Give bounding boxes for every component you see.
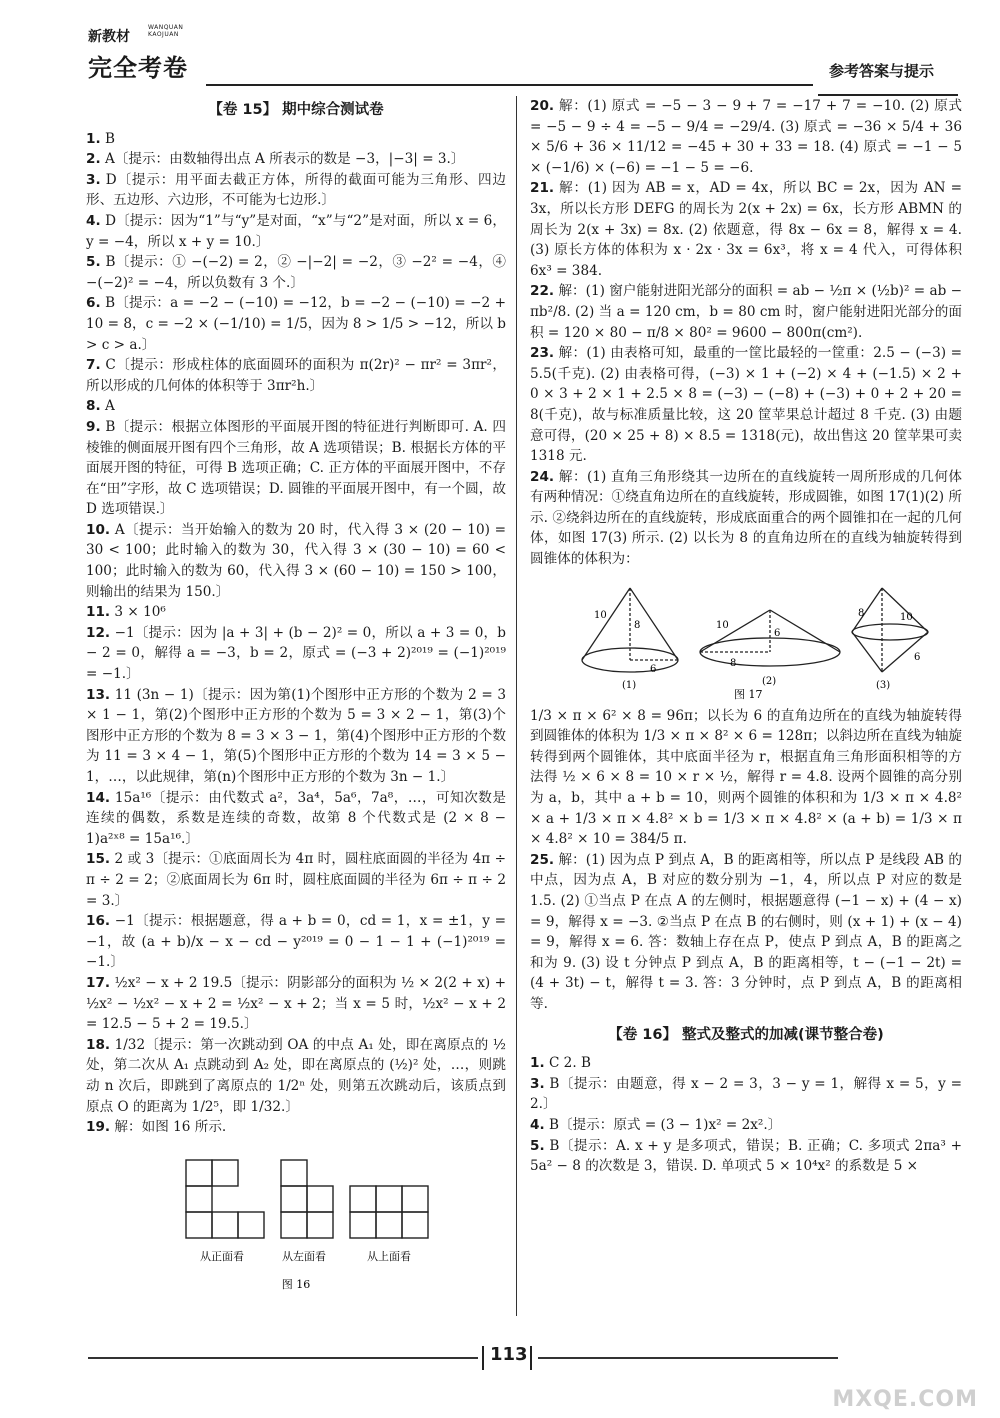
answer-text: A〔提示：由数轴得出点 A 所表示的数是 −3，|−3| = 3.〕 [104, 151, 465, 168]
fig17-3-leg8: 8 [858, 607, 865, 619]
section-title-15: 【卷 15】 期中综合测试卷 [208, 102, 384, 118]
answer-text: 解：(1) 因为 AB = x，AD = 4x，所以 BC = 2x，因为 AN = 3x，所以长方形 DEFG 的周长为 2(x + 2x) = 6x，长方形 ABMN 的周长为 2(x + 3x) = 8x. (2) 依题意，得 8x − 6x = 8，解得 x = 4. (3) 原长方体的体积为 x · 2x · 3x = 6x³，将 x = 4 代入，可得体积 6x³ = 384. [530, 180, 962, 279]
answer-item [530, 281, 962, 343]
answer-number: 4. [86, 212, 101, 229]
answer-number: 6. [86, 295, 101, 312]
answer-text: A〔提示：当开始输入的数为 20 时，代入得 3 × (20 − 10) = 30 < 100；此时输入的数为 30，代入得 3 × (30 − 10) = 60 < 100；此时输入的数为 60，代入得 3 × (60 − 10) = 150 > 100，则输出的结果为 150.〕 [86, 521, 507, 600]
answer-number: 15. [86, 851, 111, 868]
answer-text: B〔提示：由题意，得 x − 2 = 3，3 − y = 1，解得 x = 5，y = 2.〕 [530, 1075, 962, 1113]
footer-rule-left [88, 1357, 478, 1359]
answer-item [86, 849, 506, 911]
answer-number: 23. [530, 345, 555, 362]
fig16-caption: 图 16 [281, 1277, 311, 1291]
answer-text: −1〔提示：因为 |a + 3| + (b − 2)² = 0，所以 a + 3 = 0，b − 2 = 0，解得 a = −3，b = 2，原式 = (−3 + 2)²⁰¹⁹ = (−1)²⁰¹⁹ = −1.〕 [86, 624, 506, 683]
answer-number: 2. [86, 151, 101, 168]
fig17-2-height: 6 [774, 627, 781, 639]
footer-rule-right [538, 1357, 838, 1359]
answer-item [86, 149, 506, 170]
figure-16 [86, 1148, 506, 1298]
answer-item [86, 1117, 506, 1138]
left-column [86, 96, 506, 1304]
answer-number: 5. [530, 1137, 545, 1154]
answer-number: 11. [86, 604, 111, 621]
answer-item [86, 417, 506, 520]
answer-text: 1/3 × π × 6² × 8 = 96π；以长为 6 的直角边所在的直线为轴旋转得到圆锥体的体积为 1/3 × π × 8² × 6 = 128π；以斜边所在直线为轴旋转得到两个圆锥体，其中底面半径为 r，根据直角三角形面积相等的方法得 ½ × 6 × 8 = 10 × r × ½，解得 r = 4.8. 设两个圆锥的高分别为 a，b，其中 a + b = 10，则两个圆锥的体积和为 1/3 × π × 4.8² × a + 1/3 × π × 4.8² × b = 1/3 × π × 4.8² × (a + b) = 1/3 × π × 4.8² × 10 = 384/5 π. [530, 707, 962, 848]
answer-item [86, 520, 506, 602]
fig17-caption: 图 17 [734, 687, 763, 700]
answer-number: 8. [86, 398, 101, 415]
answer-text: D〔提示：用平面去截正方体，所得的截面可能为三角形、四边形、五边形、六边形，不可能为七边形.〕 [86, 171, 506, 209]
page-number-bar-right [530, 1346, 532, 1370]
brand-logo-text: 完全考卷 [88, 54, 188, 82]
section-title-16: 【卷 16】 整式及整式的加减(课节整合卷) [608, 1026, 884, 1043]
answer-text: 解：(1) 因为点 P 到点 A，B 的距离相等，所以点 P 是线段 AB 的中点，因为点 A，B 对应的数分别为 −1，4，所以点 P 对应的数是 1.5. (2) ①当点 P 在点 A 的左侧时，根据题意得 (−1 − x) + (4 − x) = 9，解得 x = −3. ②当点 P 在点 B 的右侧时，则 (x + 1) + (x − 4) = 9，解得 x = 6. 答：数轴上存在点 P，使点 P 到点 A，B 的距离之和为 9. (3) 设 t 分钟点 P 到点 A，B 的距离相等，t − (−1 − 2t) = (4 + 3t) − t，解得 t = 3. 答：3 分钟时，点 P 到点 A，B 的距离相等. [530, 851, 962, 1012]
answer-item [86, 685, 506, 788]
answer-item [530, 850, 962, 1015]
answer-list-right-a [530, 96, 962, 570]
answer-item [530, 1136, 962, 1177]
answer-number: 22. [530, 283, 555, 300]
answer-item [86, 1035, 506, 1117]
fig17-1-radius: 6 [650, 663, 657, 675]
right-column [530, 96, 962, 1177]
answer-item [86, 170, 506, 211]
figure-16-drawing [86, 1148, 506, 1298]
answer-number: 20. [530, 98, 555, 114]
fig17-1-height: 8 [634, 619, 641, 631]
fig17-3-hyp: 10 [900, 611, 913, 623]
answer-number: 1. [530, 1055, 545, 1072]
answer-item [86, 355, 506, 396]
column-divider [516, 96, 517, 1316]
answer-item [530, 706, 962, 850]
answer-list-right-c [530, 1053, 962, 1177]
figure-17-drawing [530, 580, 962, 700]
answer-text: 解：(1) 直角三角形绕其一边所在的直线旋转一周所形成的几何体有两种情况：①绕直角边所在的直线旋转，形成圆锥，如图 17(1)(2) 所示. ②绕斜边所在的直线旋转，形成底面重合的两个圆锥扣在一起的几何体，如图 17(3) 所示. (2) 以长为 8 的直角边所在的直线为轴旋转得到圆锥体的体积为： [530, 468, 963, 568]
page-number: 113 [490, 1344, 528, 1365]
brand-pinyin: WANQUAN KAOJUAN [148, 24, 184, 38]
fig17-sub-2: (2) [762, 675, 777, 687]
answer-number: 17. [86, 974, 111, 991]
page-number-bar-left [482, 1346, 484, 1370]
answer-list-right-b [530, 706, 962, 1015]
answer-number: 25. [530, 851, 555, 868]
answer-text: 3 × 10⁶ [114, 604, 166, 621]
answer-text: B〔提示：a = −2 − (−10) = −12，b = −2 − (−10) = −2 + 10 = 8，c = −2 × (−1/10) = 1/5，因为 8 > 1/5 > −12，所以 b > c > a.〕 [86, 295, 506, 353]
answer-text: ½x² − x + 2 19.5〔提示：阴影部分的面积为 ½ × 2(2 + x) + ½x² − ½x² − x + 2 = ½x² − x + 2；当 x = 5 时，½x² − x + 2 = 12.5 − 5 + 2 = 19.5.〕 [86, 974, 506, 1033]
answer-list-left [86, 129, 506, 1138]
answer-item [86, 396, 506, 417]
figure-17 [530, 580, 962, 700]
answer-number: 10. [86, 521, 111, 538]
answer-item [86, 211, 506, 252]
answer-number: 13. [86, 686, 111, 703]
header-rule [206, 84, 813, 86]
answer-text: 15a¹⁶〔提示：由代数式 a²，3a⁴，5a⁶，7a⁸，…，可知次数是连续的偶数，系数是连续的奇数，故第 8 个代数式是 (2 × 8 − 1)a²ˣ⁸ = 15a¹⁶.〕 [86, 789, 506, 847]
answer-item [86, 293, 506, 355]
answer-item [530, 1074, 962, 1115]
answer-text: B〔提示：根据立体图形的平面展开图的特征进行判断即可. A. 四棱锥的侧面展开图有四个三角形，故 A 选项错误；B. 根据长方体的平面展开图的特征，可得 B 选项正确；C. 正方体的平面展开图中，不存在“田”字形，故 C 选项错误；D. 圆锥的平面展开图中，有一个圆，故 D 选项错误.〕 [86, 418, 506, 518]
answer-text: B〔提示：A. x + y 是多项式，错误；B. 正确；C. 多项式 2πa³ + 5a² − 8 的次数是 3，错误. D. 单项式 5 × 10⁴x² 的系数是 5 × [530, 1137, 962, 1175]
answer-item [86, 623, 506, 685]
answer-item [530, 1053, 962, 1074]
answer-number: 3. [530, 1075, 545, 1092]
answer-item [530, 343, 962, 467]
answer-number: 4. [530, 1116, 545, 1133]
answer-number: 16. [86, 913, 111, 930]
answer-text: 解：(1) 原式 = −5 − 3 − 9 + 7 = −17 + 7 = −10. (2) 原式 = −5 − 9 ÷ 4 = −5 − 9/4 = −29/4. (3) 原式 = −36 × 5/4 + 36 × 5/6 + 36 × 11/12 = −45 + 30 + 33 = 18. (4) 原式 = −1 − 5 × (−1/6) × (−6) = −1 − 5 = −6. [530, 98, 962, 176]
answer-item [86, 252, 506, 293]
answer-number: 5. [86, 254, 101, 271]
answer-text: C〔提示：形成柱体的底面圆环的面积为 π(2r)² − πr² = 3πr²，所以形成的几何体的体积等于 3πr²h.〕 [86, 357, 506, 394]
fig16-label-top: 从上面看 [367, 1249, 411, 1263]
page-header [88, 20, 958, 80]
watermark-logo [794, 1316, 984, 1412]
answer-item [530, 1115, 962, 1136]
answer-item [86, 129, 506, 150]
fig17-3-leg6: 6 [914, 651, 921, 663]
answer-number: 19. [86, 1119, 111, 1136]
answer-item [530, 178, 962, 281]
answer-item [86, 973, 506, 1035]
answer-text: 解：(1) 窗户能射进阳光部分的面积 = ab − ½π × (½b)² = ab − πb²/8. (2) 当 a = 120 cm，b = 80 cm 时，窗户能射进阳光部分的面积 = 120 × 80 − π/8 × 80² = 9600 − 800π(cm²). [530, 283, 963, 341]
answer-text: 解：(1) 由表格可知，最重的一筐比最轻的一筐重：2.5 − (−3) = 5.5(千克). (2) 由表格可得，(−3) × 1 + (−2) × 4 + (−1.5) × 2 + 0 × 3 + 2 × 1 + 2.5 × 8 = (−3) − (−8) + (−3) + 0 + 2 + 20 = 8(千克)，故与标准质量比较，这 20 筐苹果总计超过 8 千克. (3) 由题意可得，(20 × 25 + 8) × 8.5 = 1318(元)，故出售这 20 筐苹果可卖 1318 元. [530, 345, 962, 465]
answer-text: C 2. B [548, 1055, 591, 1072]
answer-text: B〔提示：原式 = (3 − 1)x² = 2x².〕 [548, 1116, 782, 1133]
answer-number: 24. [530, 468, 555, 485]
answer-number: 21. [530, 180, 555, 197]
fig17-sub-3: (3) [876, 679, 891, 691]
fig16-label-left: 从左面看 [282, 1249, 326, 1263]
answer-number: 14. [86, 789, 111, 806]
answer-item [530, 467, 962, 570]
fig17-sub-1: (1) [622, 679, 637, 691]
answer-number: 3. [86, 171, 101, 188]
answer-text: −1〔提示：根据题意，得 a + b = 0，cd = 1，x = ±1，y = −1，故 (a + b)/x − x − cd − y²⁰¹⁹ = 0 − 1 − 1 + (−1)²⁰¹⁹ = −1.〕 [86, 913, 506, 971]
answer-item [86, 788, 506, 850]
answer-number: 1. [86, 130, 101, 147]
answer-number: 18. [86, 1036, 111, 1053]
header-section-title: 参考答案与提示 [828, 62, 934, 80]
answer-text: 2 或 3〔提示：①底面周长为 4π 时，圆柱底面圆的半径为 4π ÷ π ÷ 2 = 2；②底面周长为 6π 时，圆柱底面圆的半径为 6π ÷ π ÷ 2 = 3.〕 [86, 851, 506, 909]
answer-text: A [104, 398, 115, 415]
answer-item [86, 911, 506, 973]
answer-number: 7. [86, 357, 101, 374]
answer-item [86, 602, 506, 623]
answer-text: B〔提示：① −(−2) = 2，② −|−2| = −2，③ −2² = −4，④ −(−2)² = −4，所以负数有 3 个.〕 [86, 254, 506, 291]
fig17-2-slant: 10 [716, 619, 729, 631]
answer-number: 9. [86, 418, 101, 435]
brand-top-text: 新教材 [88, 29, 130, 45]
answer-text: 11 (3n − 1)〔提示：因为第(1)个图形中正方形的个数为 2 = 3 × 1 − 1，第(2)个图形中正方形的个数为 5 = 3 × 2 − 1，第(3)个图形中正方形的个数为 8 = 3 × 3 − 1，第(4)个图形中正方形的个数为 11 = 3 × 4 − 1，第(5)个图形中正方形的个数为 14 = 3 × 5 − 1，…，以此规律，第(n)个图形中正方形的个数为 3n − 1.〕 [86, 686, 506, 785]
answer-item [530, 96, 962, 178]
watermark-text: MXQE.COM [832, 1387, 978, 1412]
answer-text: 1/32〔提示：第一次跳动到 OA 的中点 A₁ 处，即在离原点的 ½ 处，第二次从 A₁ 点跳动到 A₂ 处，即在离原点的 (½)² 处，…，则跳动 n 次后，即跳到了离原点的 1/2ⁿ 处，则第五次跳动后，该质点到原点 O 的距离为 1/2⁵，即 1/32.〕 [86, 1036, 506, 1115]
fig16-label-front: 从正面看 [200, 1249, 244, 1263]
answer-text: B [104, 130, 115, 147]
fig17-1-slant: 10 [594, 609, 607, 621]
answer-text: D〔提示：因为“1”与“y”是对面，“x”与“2”是对面，所以 x = 6，y = −4，所以 x + y = 10.〕 [86, 212, 506, 250]
answer-text: 解：如图 16 所示. [114, 1119, 227, 1136]
fig17-2-radius: 8 [730, 657, 737, 669]
answer-number: 12. [86, 624, 111, 641]
